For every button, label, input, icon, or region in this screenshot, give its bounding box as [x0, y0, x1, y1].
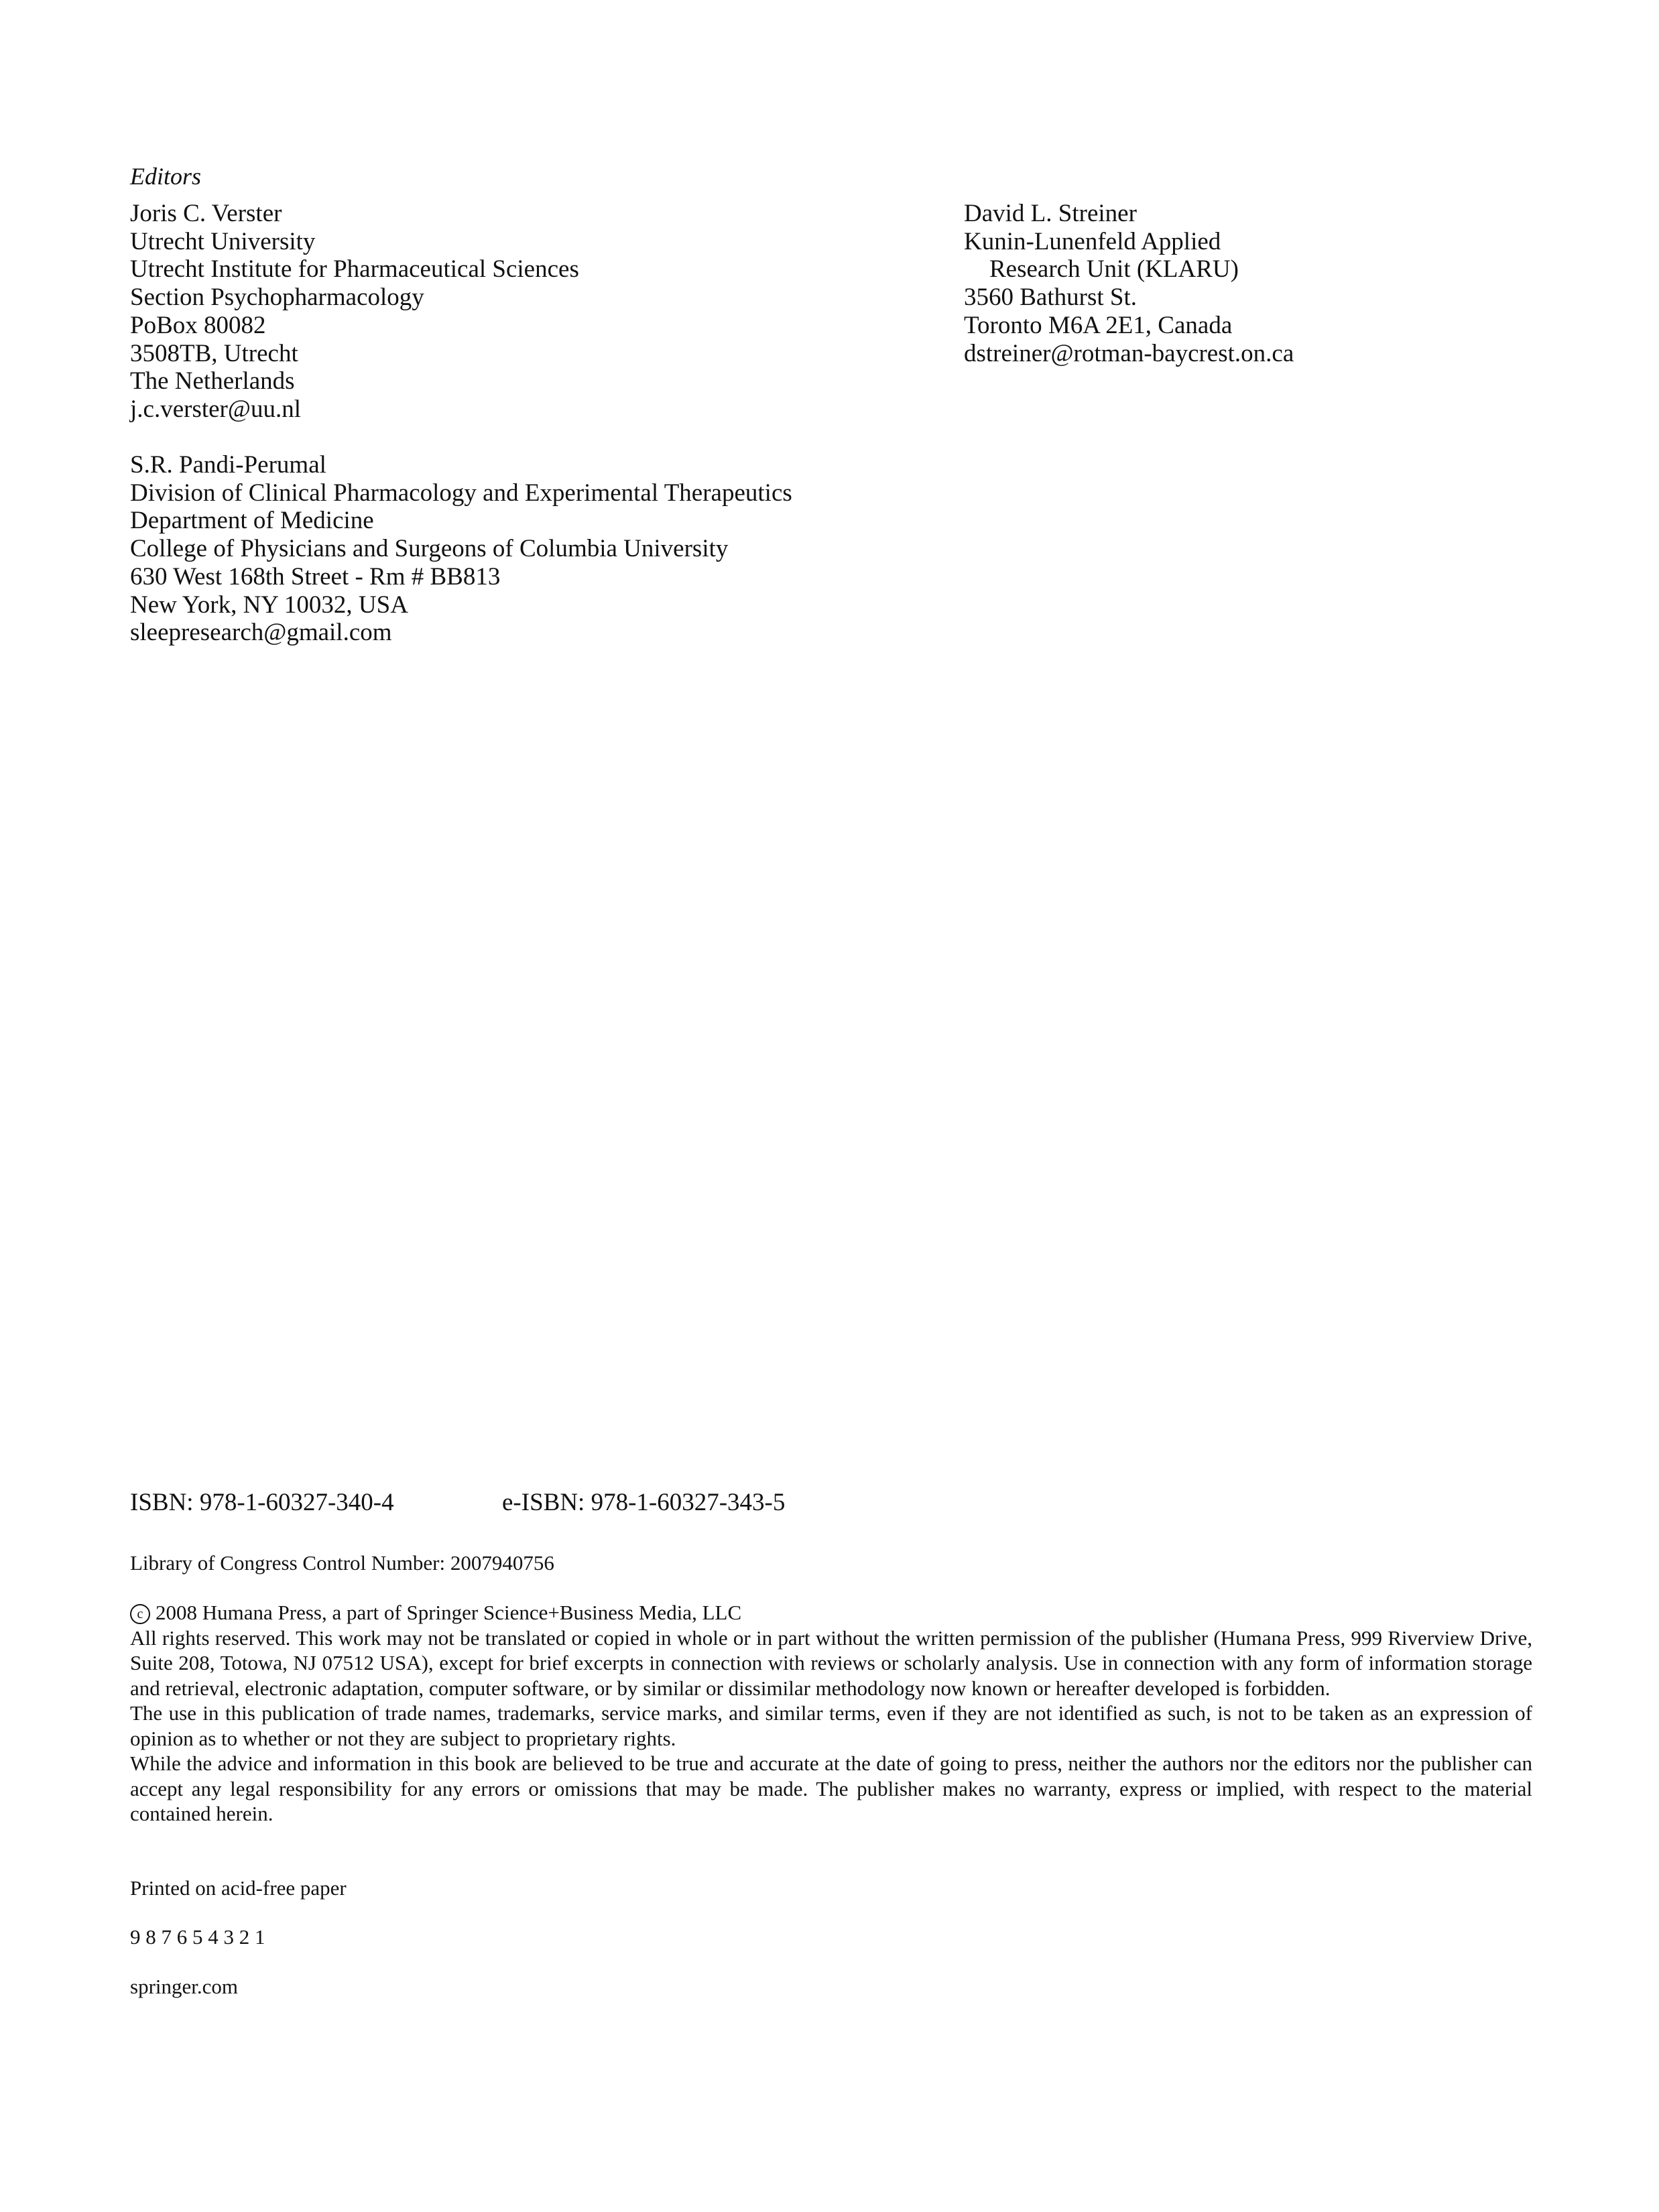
e-isbn: e-ISBN: 978-1-60327-343-5: [502, 1489, 786, 1516]
isbn: ISBN: 978-1-60327-340-4: [130, 1489, 394, 1516]
address-line: The Netherlands: [130, 367, 295, 395]
copyright-line: [130, 1600, 1532, 1625]
editor-address-verster: [130, 200, 579, 424]
library-of-congress-number: Library of Congress Control Number: 2007940756: [130, 1551, 554, 1575]
address-line: PoBox 80082: [130, 311, 266, 339]
print-number-line: 9 8 7 6 5 4 3 2 1: [130, 1925, 265, 1949]
address-line: Division of Clinical Pharmacology and Experimental Therapeutics: [130, 479, 792, 507]
address-line: Utrecht University: [130, 227, 316, 255]
address-line: 3508TB, Utrecht: [130, 339, 298, 367]
editor-name: Joris C. Verster: [130, 200, 282, 227]
editor-email: j.c.verster@uu.nl: [130, 395, 301, 423]
copyright-text: 2008 Humana Press, a part of Springer Science+Business Media, LLC: [156, 1601, 742, 1624]
copyright-icon: c: [130, 1604, 150, 1624]
editor-address-pandi-perumal: [130, 451, 792, 647]
editor-email: dstreiner@rotman-baycrest.on.ca: [964, 339, 1294, 367]
editors-heading: Editors: [130, 163, 202, 190]
address-line: College of Physicians and Surgeons of Columbia University: [130, 535, 729, 563]
publisher-website: springer.com: [130, 1975, 238, 1998]
address-line: New York, NY 10032, USA: [130, 591, 408, 619]
address-line: Toronto M6A 2E1, Canada: [964, 311, 1233, 339]
editor-name: David L. Streiner: [964, 200, 1137, 227]
rights-section: [130, 1600, 1532, 1827]
rights-paragraph: The use in this publication of trade names, trademarks, service marks, and similar terms, even if they are not identified as such, is not to be taken as an expression of opinion as to whether or not they are subject to proprietary rights.: [130, 1701, 1532, 1750]
printed-note: Printed on acid-free paper: [130, 1876, 347, 1900]
editor-email: sleepresearch@gmail.com: [130, 619, 392, 647]
address-line: Research Unit (KLARU): [989, 255, 1239, 284]
address-line: Department of Medicine: [130, 507, 374, 535]
rights-paragraph: While the advice and information in this book are believed to be true and accurate at the date of going to press, neither the authors nor the editors nor the publisher can accept any legal responsibility for any errors or omissions that may be made. The publisher makes no warranty, express or implied, with respect to the material contained herein.: [130, 1752, 1532, 1825]
address-line: Utrecht Institute for Pharmaceutical Sciences: [130, 255, 579, 284]
isbn-row: [130, 1488, 786, 1518]
address-line: Kunin-Lunenfeld Applied: [964, 227, 1221, 255]
address-line: 630 West 168th Street - Rm # BB813: [130, 562, 501, 591]
editor-address-streiner: [964, 200, 1294, 367]
address-line: 3560 Bathurst St.: [964, 284, 1137, 312]
address-line: Section Psychopharmacology: [130, 284, 424, 312]
editor-name: S.R. Pandi-Perumal: [130, 451, 326, 479]
rights-paragraph: All rights reserved. This work may not be translated or copied in whole or in part without the written permission of the publisher (Humana Press, 999 Riverview Drive, Suite 208, Totowa, NJ 07512 USA), except for brief excerpts in connection with reviews or scholarly analysis. Use in connection with any form of information storage and retrieval, electronic adaptation, computer software, or by similar or dissimilar methodology now known or hereafter developed is forbidden.: [130, 1625, 1532, 1700]
